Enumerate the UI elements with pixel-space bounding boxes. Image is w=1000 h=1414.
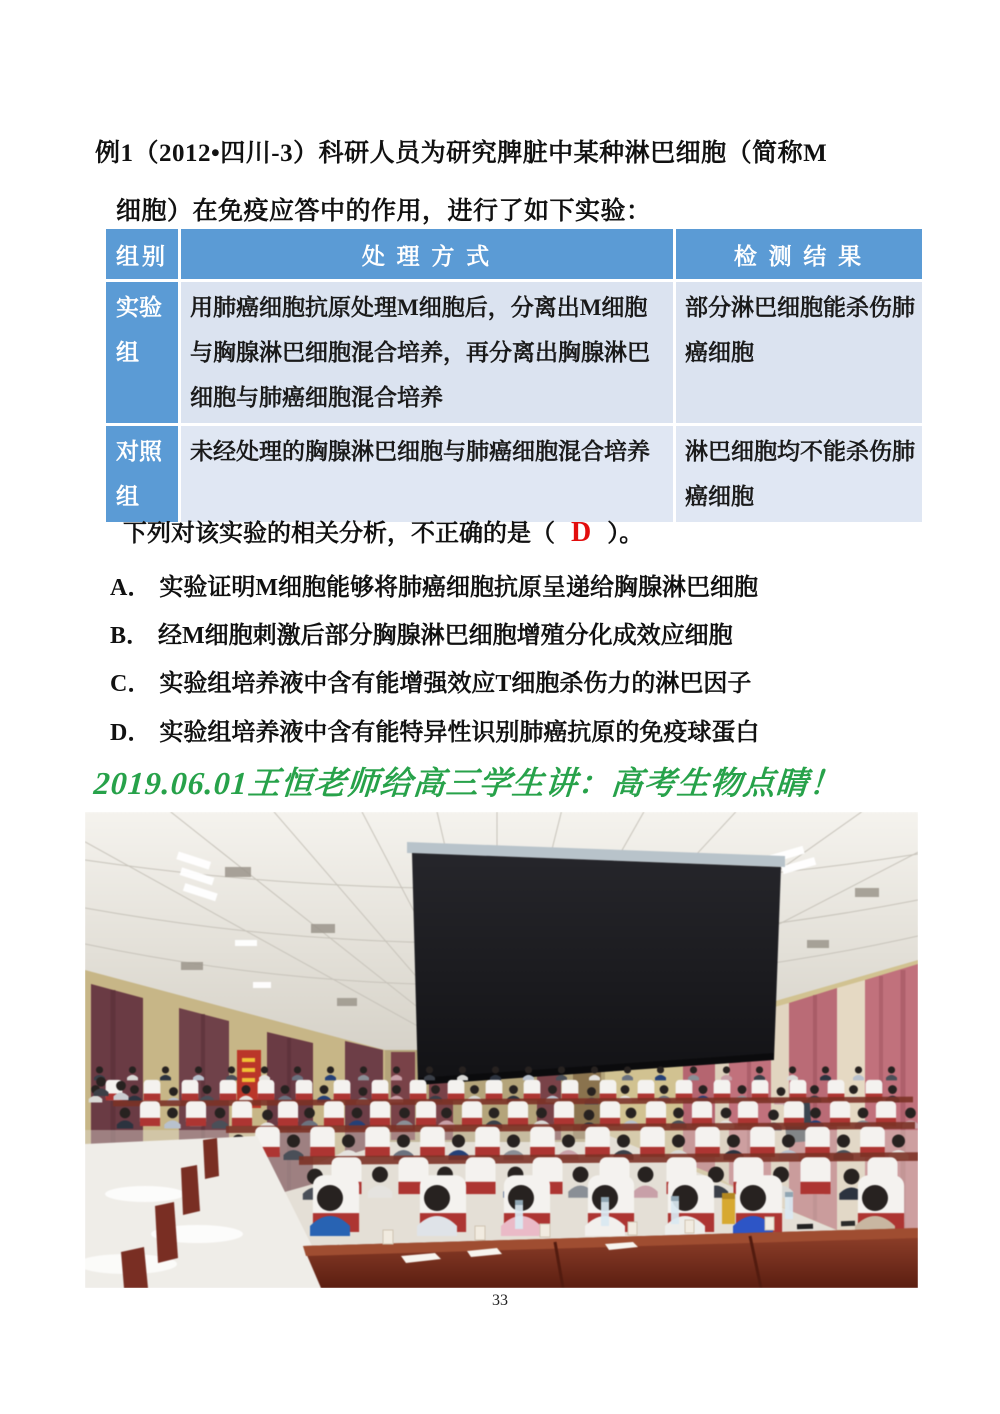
page-number: 33	[492, 1292, 508, 1309]
option-d	[110, 712, 759, 747]
option-b-text: 经M细胞刺激后部分胸腺淋巴细胞增殖分化成效应细胞	[158, 623, 733, 649]
lecture-hall-scene	[85, 812, 918, 1288]
option-b	[110, 615, 733, 650]
table-row-control	[106, 426, 922, 522]
cell-result-control: 淋巴细胞均不能杀伤肺癌细胞	[676, 426, 922, 522]
option-a-text: 实验证明M细胞能够将肺癌细胞抗原呈递给胸腺淋巴细胞	[159, 575, 758, 601]
experiment-table	[103, 226, 925, 525]
header-result: 检 测 结 果	[676, 229, 922, 279]
header-group: 组别	[106, 229, 178, 279]
table-header-row	[106, 229, 922, 279]
lecture-hall-photo	[85, 812, 918, 1288]
projection-screen	[407, 842, 785, 1085]
question-stem-line1: 例1（2012•四川-3）科研人员为研究脾脏中某种淋巴细胞（简称M	[95, 140, 828, 167]
header-treatment: 处 理 方 式	[181, 229, 673, 279]
cell-result-experimental: 部分淋巴细胞能杀伤肺癌细胞	[676, 282, 922, 423]
prompt-before: 下列对该实验的相关分析，不正确的是（	[123, 521, 555, 547]
option-c-label: C．	[110, 671, 152, 697]
option-c-text: 实验组培养液中含有能增强效应T细胞杀伤力的淋巴因子	[159, 671, 752, 697]
option-d-text: 实验组培养液中含有能特异性识别肺癌抗原的免疫球蛋白	[159, 720, 760, 746]
cell-group-experimental: 实验组	[106, 282, 178, 423]
option-c	[110, 663, 751, 698]
question-prompt	[123, 513, 643, 549]
option-d-label: D．	[110, 720, 152, 746]
lecture-caption: 2019.06.01王恒老师给高三学生讲：高考生物点睛！	[92, 765, 844, 801]
option-b-label: B．	[110, 623, 151, 649]
option-a-label: A．	[110, 575, 152, 601]
cell-group-control: 对照组	[106, 426, 178, 522]
table-row-experimental	[106, 282, 922, 423]
cell-treatment-control: 未经处理的胸腺淋巴细胞与肺癌细胞混合培养	[181, 426, 673, 522]
option-a	[110, 567, 758, 602]
prompt-after: ）。	[607, 521, 644, 547]
question-stem-line2: 细胞）在免疫应答中的作用，进行了如下实验：	[116, 198, 652, 225]
answer-letter: D	[571, 517, 592, 548]
cell-treatment-experimental: 用肺癌细胞抗原处理M细胞后，分离出M细胞与胸腺淋巴细胞混合培养，再分离出胸腺淋巴细胞与肺癌细胞混合培养	[181, 282, 673, 423]
